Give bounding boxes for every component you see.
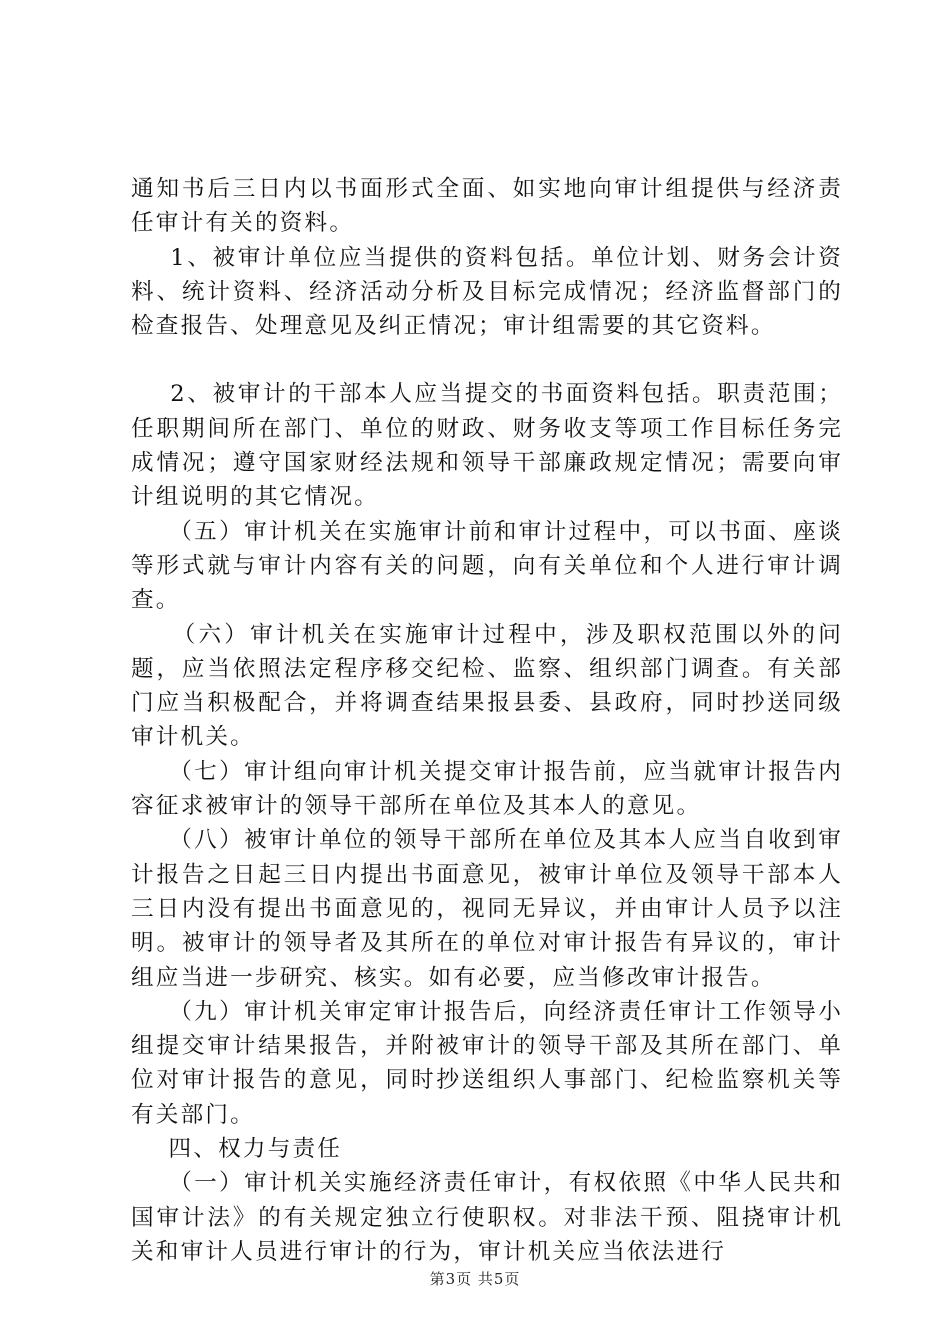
paragraph-spacer xyxy=(131,343,843,377)
section-heading: 四、权力与责任 xyxy=(131,1136,343,1163)
paragraph-4: （五）审计机关在实施审计前和审计过程中，可以书面、座谈等形式就与审计内容有关的问题，向有关单位和个人进行审计调查。 xyxy=(131,518,843,614)
paragraph-3: 2、被审计的干部本人应当提交的书面资料包括。职责范围；任职期间所在部门、单位的财政、财务收支等项工作目标任务完成情况；遵守国家财经法规和领导干部廉政规定情况；需要向审计组说明的其它情况。 xyxy=(131,381,843,511)
paragraph-7: （八）被审计单位的领导干部所在单位及其本人应当自收到审计报告之日起三日内提出书面意见，被审计单位及领导干部本人三日内没有提出书面意见的，视同无异议，并由审计人员予以注明。被审计的领导者及其所在的单位对审计报告有异议的，审计组应当进一步研究、核实。如有必要，应当修改审计报告。 xyxy=(131,827,843,991)
document-body xyxy=(131,172,843,1269)
paragraph-9: （一）审计机关实施经济责任审计，有权依照《中华人民共和国审计法》的有关规定独立行使职权。对非法干预、阻挠审计机关和审计人员进行审计的行为，审计机关应当依法进行 xyxy=(131,1170,843,1265)
paragraph-1: 通知书后三日内以书面形式全面、如实地向审计组提供与经济责任审计有关的资料。 xyxy=(131,176,843,237)
paragraph-5: （六）审计机关在实施审计过程中，涉及职权范围以外的问题，应当依照法定程序移交纪检、监察、组织部门调查。有关部门应当积极配合，并将调查结果报县委、县政府，同时抄送同级审计机关。 xyxy=(131,621,844,751)
paragraph-2: 1、被审计单位应当提供的资料包括。单位计划、财务会计资料、统计资料、经济活动分析及目标完成情况；经济监督部门的检查报告、处理意见及纠正情况；审计组需要的其它资料。 xyxy=(131,244,843,340)
paragraph-8: （九）审计机关审定审计报告后，向经济责任审计工作领导小组提交审计结果报告，并附被审计的领导干部及其所在部门、单位对审计报告的意见，同时抄送组织人事部门、纪检监察机关等有关部门。 xyxy=(131,998,843,1128)
page-number-footer: 第3页 共5页 xyxy=(429,1270,521,1288)
paragraph-6: （七）审计组向审计机关提交审计报告前，应当就审计报告内容征求被审计的领导干部所在单位及其本人的意见。 xyxy=(131,758,843,820)
